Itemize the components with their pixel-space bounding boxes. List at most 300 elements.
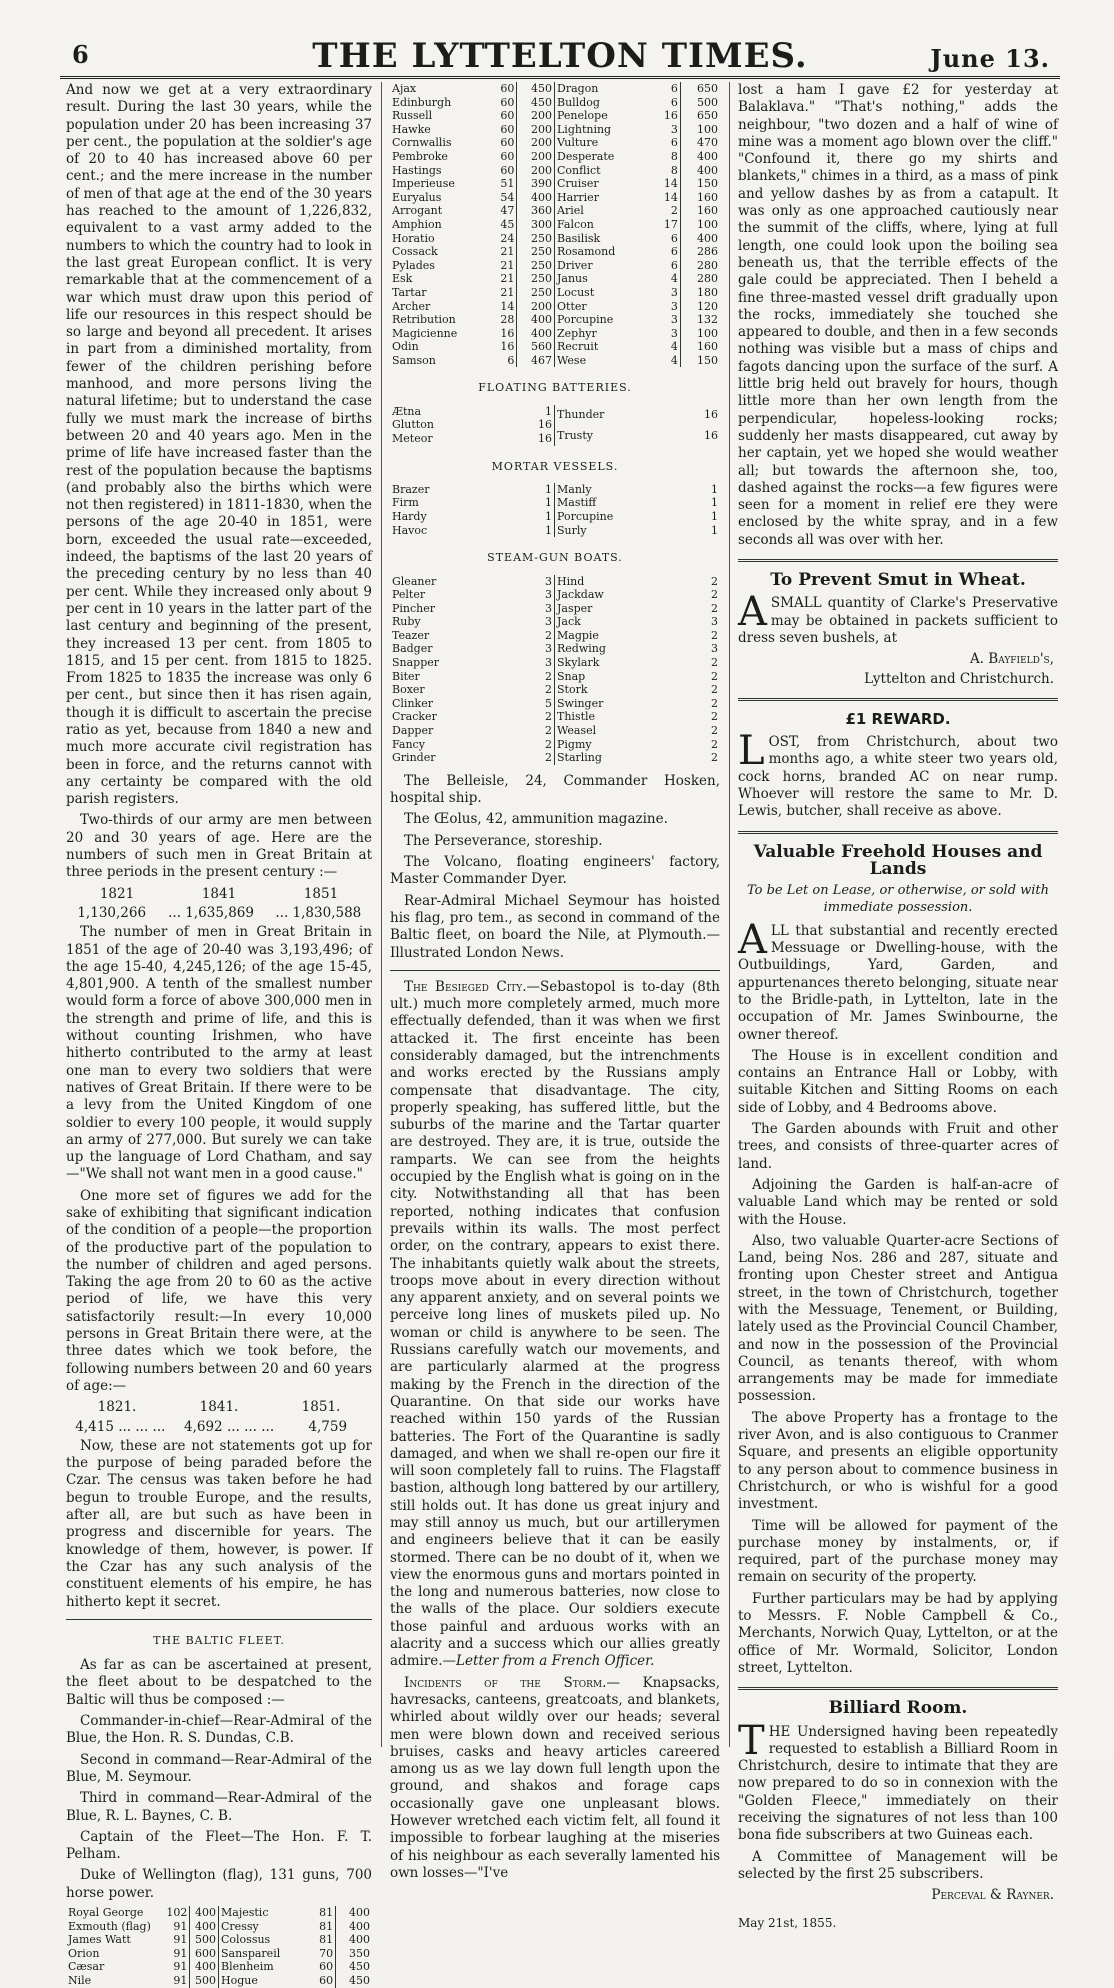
cell-number: 2 — [545, 751, 552, 765]
ad-text: Adjoining the Garden is half-an-acre of valuable Land which may be rented or sold with the House. — [738, 1176, 1058, 1228]
cell-number: 250 — [531, 272, 552, 286]
cell-name: Cressy — [221, 1919, 259, 1933]
cell-number: 650 — [697, 109, 718, 123]
cell-number: 150 — [697, 353, 718, 367]
figures-values — [66, 1419, 372, 1436]
figure-value: ... 1,635,869 — [168, 904, 254, 921]
cell-number: 16 — [538, 431, 552, 445]
article-paragraph: One more set of figures we add for the sake of exhibiting that significant indication of the condition of a people—the proportion of the productive part of the population to the number of children and aged persons. Taking the age from 20 to 60 as the active period of life, we have this very satisfactorily result:—In every 10,000 persons in Great Britain there were, at the three dates which we took before, the following numbers between 20 and 60 years of age:— — [66, 1187, 372, 1394]
extra-ship-line: The Perseverance, storeship. — [404, 832, 603, 849]
figure-value: 1,130,266 — [77, 904, 147, 921]
ship-row — [555, 300, 720, 314]
ad-subtitle: To be Let on Lease, or otherwise, or sold with immediate possession. — [746, 883, 1050, 916]
mortar-table-left — [390, 483, 555, 537]
gunboat-row — [555, 588, 720, 602]
section-heading: STEAM-GUN BOATS. — [487, 551, 623, 565]
gunboat-row — [555, 629, 720, 643]
cell-name: Pembroke — [392, 149, 448, 163]
column-2 — [390, 82, 721, 1881]
cell-number: 60 — [490, 136, 517, 150]
cell-number: 3 — [711, 642, 718, 656]
ship-row — [555, 272, 720, 286]
ad-text: The Garden abounds with Fruit and other trees, and consists of three-quarter acres of land. — [738, 1121, 1058, 1172]
cell-number: 60 — [309, 1974, 335, 1988]
cell-name: Jackdaw — [557, 588, 604, 602]
cell-number: 1 — [711, 482, 718, 496]
cell-number: 4 — [652, 272, 681, 286]
ship-row — [555, 123, 720, 137]
cell-name: Cracker — [392, 710, 437, 724]
figures-years — [66, 1399, 372, 1416]
cell-name: Hogue — [221, 1973, 258, 1987]
cell-number: 2 — [545, 724, 552, 738]
mortar-row — [390, 510, 555, 524]
cell-number: 500 — [697, 95, 718, 109]
cell-name: Russell — [392, 109, 433, 123]
cell-name: Manly — [557, 482, 592, 496]
cell-number: 100 — [697, 326, 718, 340]
cell-name: Orion — [68, 1946, 100, 1960]
cell-number: 3 — [652, 327, 681, 341]
cell-name: Samson — [392, 353, 436, 367]
ship-row — [390, 177, 555, 191]
cell-number: 470 — [697, 136, 718, 150]
article-paragraph — [390, 1675, 720, 1883]
ad-text: A Committee of Management will be selected by the first 25 subscribers. — [738, 1848, 1058, 1882]
cell-number: 60 — [490, 96, 517, 110]
cell-name: Thistle — [557, 710, 596, 724]
cell-name: Glutton — [392, 418, 434, 432]
cell-name: Dragon — [557, 82, 599, 95]
ship-row — [390, 340, 555, 354]
cell-name: Redwing — [557, 642, 606, 656]
cell-number: 51 — [490, 177, 517, 191]
figure-value: 4,415 ... ... ... — [75, 1418, 166, 1435]
cell-number: 28 — [490, 313, 517, 327]
cell-name: Dapper — [392, 724, 434, 738]
ship-row — [390, 109, 555, 123]
cell-number: 467 — [531, 353, 552, 367]
figure-value: ... 1,830,588 — [275, 904, 362, 921]
cell-number: 60 — [490, 164, 517, 178]
cell-name: Amphion — [392, 217, 442, 231]
paragraph-text: —Sebastopol is to-day (8th ult.) much more completely armed, much more effectually defended, than it was when we first attacked it. The first enceinte has been considerably damaged, but the intrenchments and works erected by the Russians amply compensate that disadvantage. The city, properly speaking, has suffered little, but the suburbs of the marine and the Tartar quarter are destroyed. They are, it is true, outside the ramparts. We can see from the heights occupied by the English what is going on in the city. Notwithstanding all that has been reported, nothing indicates that confusion prevails within its walls. The most perfect order, on the contrary, appears to exist there. The inhabitants quietly walk about the streets, troops move about in every direction without any apparent anxiety, and on several points we perceive long lines of muskets piled up. No woman or child is anywhere to be seen. The Russians carefully watch our movements, and are particularly alarmed at the progress making by the French in the direction of the Quarantine. On that side our works have reached within 150 yards of the Russian batteries. The Fort of the Quarantine is sadly damaged, and when we shall re-open our fire it will soon completely fall to ruins. The Flagstaff bastion, although long battered by our artillery, still holds out. It has done us great injury and may still annoy us much, but our artillerymen and engineers believe that it can be easily stormed. There can be no doubt of it, when we view the enormous guns and mortars pointed in the long and numerous batteries, now close to the walls of the place. Our soldiers execute those painful and arduous works with an alacrity and a success which our allies greatly admire. — [390, 978, 720, 1670]
ship-table-left — [66, 1906, 219, 1988]
ship-row — [390, 123, 555, 137]
figure-year: 1851 — [303, 885, 339, 902]
cell-name: Tartar — [392, 285, 427, 299]
cell-name: Surly — [557, 523, 587, 537]
cell-number: 6 — [652, 259, 681, 273]
cell-number: 91 — [162, 1933, 190, 1947]
cell-name: Clinker — [392, 696, 433, 710]
cell-number: 400 — [697, 231, 718, 245]
cell-name: Grinder — [392, 751, 436, 765]
article-paragraph: Now, these are not statements got up for the purpose of being paraded before the Czar. The census was taken before he had begun to trouble Europe, and the results, after all, are but such as have been in progress and discernible for years. The knowledge of them, however, is power. If the Czar has any such analysis of the constituent elements of his empire, he has hitherto kept it secret. — [66, 1437, 372, 1610]
gunboat-row — [390, 629, 555, 643]
cell-number: 16 — [652, 109, 681, 123]
cell-number: 400 — [697, 163, 718, 177]
mortar-row — [390, 496, 555, 510]
mortar-row — [390, 524, 555, 538]
cell-name: Cossack — [392, 245, 438, 259]
mortar-row — [555, 510, 720, 524]
column-3 — [738, 82, 1058, 1930]
cell-number: 81 — [309, 1906, 335, 1920]
ad-text: Time will be allowed for payment of the purchase money by instalments, or, if required, part of the purchase money may remain on security of the property. — [738, 1517, 1058, 1586]
cell-name: Bulldog — [557, 95, 600, 109]
cell-number: 2 — [711, 710, 718, 724]
ship-table-right — [555, 82, 720, 367]
figure-year: 1821. — [97, 1399, 137, 1416]
article-paragraph: Rear-Admiral Michael Seymour has hoisted his flag, pro tem., as second in command of the Baltic fleet, on board the Nile, at Plymouth.—Illustrated London News. — [390, 892, 720, 961]
cell-number: 3 — [652, 300, 681, 314]
section-heading: THE BALTIC FLEET. — [153, 1633, 285, 1647]
cell-name: James Watt — [68, 1933, 131, 1947]
cell-name: Colossus — [221, 1933, 271, 1947]
cell-name: Locust — [557, 285, 595, 299]
cell-number: 17 — [652, 218, 681, 232]
section-divider — [390, 970, 720, 971]
gunboat-row — [555, 697, 720, 711]
ship-row — [66, 1974, 219, 1988]
cell-name: Pylades — [392, 258, 435, 272]
cell-name: Magicienne — [392, 326, 458, 340]
ship-row — [555, 354, 720, 368]
cell-number: 102 — [162, 1906, 190, 1920]
extra-ship-line: The Volcano, floating engineers' factory, Master Commander Dyer. — [390, 854, 720, 888]
gunboat-row — [390, 710, 555, 724]
ship-row — [219, 1933, 372, 1947]
ship-row — [390, 232, 555, 246]
ad-text: Further particulars may be had by applying to Messrs. F. Noble Campbell & Co., Merchants, Norwich Quay, Lyttelton, or at the office of Mr. Wormald, Solicitor, London street, Lyttelton. — [738, 1590, 1058, 1676]
newspaper-title: THE LYTTELTON TIMES. — [312, 36, 808, 76]
cell-name: Hastings — [392, 163, 442, 177]
cell-number: 1 — [545, 482, 552, 496]
gunboat-row — [555, 724, 720, 738]
cell-number: 2 — [545, 737, 552, 751]
mortar-table — [390, 483, 720, 537]
cell-number: 180 — [697, 285, 718, 299]
ship-row — [555, 204, 720, 218]
floating-table-left — [390, 405, 555, 446]
ship-row — [555, 82, 720, 96]
cell-number: 400 — [531, 313, 552, 327]
cell-name: Otter — [557, 299, 587, 313]
cell-name: Biter — [392, 669, 420, 683]
gunboat-row — [390, 751, 555, 765]
cell-name: Desperate — [557, 149, 615, 163]
cell-number: 47 — [490, 204, 517, 218]
ad-text: The House is in excellent condition and contains an Entrance Hall or Lobby, with suitable Kitchen and Sitting Rooms on each side of Lobby, and 4 Bedrooms above. — [738, 1047, 1058, 1116]
cell-number: 2 — [652, 204, 681, 218]
ship-row — [555, 177, 720, 191]
cell-name: Ajax — [392, 82, 417, 95]
ship-table — [66, 1906, 372, 1988]
ad-text: Also, two valuable Quarter-acre Sections of Land, being Nos. 286 and 287, situate and fronting upon Chester street and Antigua street, in the town of Christchurch, together with the Messuage, Tenement, or Building, lately used as the Provincial Council Chamber, and now in the possession of the Provincial Council, as tenants thereof, with whom arrangements may be made for immediate possession. — [738, 1232, 1058, 1405]
section-divider — [738, 1687, 1058, 1690]
cell-number: 300 — [531, 217, 552, 231]
cell-name: Skylark — [557, 656, 600, 670]
ship-row — [390, 286, 555, 300]
cell-number: 81 — [309, 1920, 335, 1934]
gunboat-row — [555, 670, 720, 684]
figure-year: 1841. — [199, 1399, 239, 1416]
ad-text: The above Property has a frontage to the river Avon, and is also contiguous to Cranmer Square, and presents an eligible opportunity to any person about to commence business in Christchurch, or who is wishful for a good investment. — [738, 1409, 1058, 1513]
gunboat-row — [555, 602, 720, 616]
command-line: Captain of the Fleet—The Hon. F. T. Pelham. — [66, 1828, 372, 1863]
cell-number: 6 — [652, 82, 681, 96]
ship-row — [390, 313, 555, 327]
gunboat-row — [390, 656, 555, 670]
cell-number: 1 — [545, 510, 552, 524]
figure-value: 4,692 ... ... ... — [184, 1418, 275, 1435]
drop-cap: A — [738, 916, 767, 963]
figure-value: 4,759 — [308, 1418, 348, 1435]
cell-name: Esk — [392, 272, 413, 286]
cell-name: Magpie — [557, 628, 599, 642]
cell-number: 16 — [704, 428, 718, 442]
cell-name: Recruit — [557, 340, 599, 354]
cell-number: 450 — [531, 95, 552, 109]
cell-name: Firm — [392, 496, 419, 510]
cell-number: 400 — [531, 190, 552, 204]
gunboat-row — [390, 670, 555, 684]
gunboat-table — [390, 575, 720, 765]
gunboat-table-right — [555, 575, 720, 765]
cell-name: Arrogant — [392, 204, 443, 218]
cell-number: 1 — [711, 496, 718, 510]
gunboat-row — [555, 656, 720, 670]
cell-number: 60 — [490, 109, 517, 123]
section-heading: MORTAR VESSELS. — [491, 459, 619, 473]
ship-table — [390, 82, 720, 367]
cell-number: 16 — [704, 408, 718, 422]
ship-row — [390, 136, 555, 150]
figures-values — [66, 905, 372, 922]
cell-number: 250 — [531, 245, 552, 259]
cell-name: Exmouth (flag) — [68, 1919, 151, 1933]
drop-cap: T — [738, 1717, 765, 1764]
cell-number: 250 — [531, 231, 552, 245]
ad-text: THE Undersigned having been repeatedly requested to establish a Billiard Room in Christchurch, desire to intimate that they are now prepared to do so in connexion with the "Golden Fleece," immediately on their receiving the signatures of not less than 100 bona fide subscribers at two Guineas each. — [738, 1717, 1058, 1844]
ship-row — [219, 1906, 372, 1920]
cell-number: 450 — [349, 1960, 370, 1974]
command-line: Duke of Wellington (flag), 131 guns, 700 horse power. — [66, 1867, 372, 1901]
cell-number: 2 — [711, 683, 718, 697]
cell-number: 3 — [545, 574, 552, 588]
cell-number: 200 — [531, 136, 552, 150]
gunboat-row — [555, 683, 720, 697]
article-paragraph: As far as can be ascertained at present, the fleet about to be despatched to the Baltic will thus be composed :— — [66, 1657, 372, 1708]
cell-name: Rosamond — [557, 245, 616, 259]
cell-number: 1 — [545, 404, 552, 418]
cell-name: Majestic — [221, 1905, 269, 1919]
figures-years — [66, 886, 372, 903]
cell-number: 3 — [545, 656, 552, 670]
ship-row — [66, 1960, 219, 1974]
cell-name: Ætna — [392, 404, 422, 418]
cell-number: 5 — [545, 696, 552, 710]
gunboat-row — [555, 738, 720, 752]
cell-number: 2 — [711, 574, 718, 588]
cell-number: 2 — [711, 724, 718, 738]
battery-row — [390, 432, 555, 446]
command-line: Second in command—Rear-Admiral of the Blue, M. Seymour. — [66, 1751, 372, 1785]
cell-number: 8 — [652, 164, 681, 178]
cell-name: Cornwallis — [392, 136, 452, 150]
paragraph-source: —Letter from a French Officer. — [442, 1653, 655, 1670]
column-divider — [729, 82, 730, 1747]
mortar-row — [390, 483, 555, 497]
cell-name: Pigmy — [557, 737, 592, 751]
cell-number: 45 — [490, 218, 517, 232]
cell-number: 16 — [490, 340, 517, 354]
ship-row — [390, 204, 555, 218]
extra-ships-list — [390, 773, 720, 889]
figure-year: 1841 — [201, 885, 237, 902]
cell-name: Meteor — [392, 431, 433, 445]
ship-row — [66, 1947, 219, 1961]
ship-row — [555, 286, 720, 300]
cell-number: 1 — [711, 510, 718, 524]
cell-name: Pelter — [392, 588, 426, 602]
cell-number: 280 — [697, 272, 718, 286]
cell-number: 24 — [490, 232, 517, 246]
article-paragraph: lost a ham I gave £2 for yesterday at Balaklava." "That's nothing," adds the neighbour, "two dozen and a half of wine of mine was a moment ago blown over the cliff." "Confound it, there go my shirts and blankets," chimes in a third, as a mass of pink and yellow dashes by as from a catapult. It was only as one approached cautiously near the summit of the cliffs, where, lying at full length, one could look upon the boiling sea beneath us, that the terrible effects of the gale could be appreciated. Then I beheld a fine three-masted vessel drift gradually upon the rocks, immediately she touched she appeared to double, and then in a few seconds nothing was visible but a mass of chips and fagots dancing upon the surface of the surf. A little brig held out bravely for hours, though little more than her own length from the perpendicular, hopeless-looking rocks; suddenly her masts disappeared, cut away by her captain, yet we hoped she would weather all; but towards the afternoon she, too, dashed against the rocks—a few figures were seen for a moment in relief ere they were enclosed by the white spray, and in a few seconds all was over with her. — [738, 82, 1058, 548]
cell-number: 70 — [309, 1947, 335, 1961]
cell-number: 1 — [711, 523, 718, 537]
ship-row — [555, 150, 720, 164]
cell-name: Cruiser — [557, 177, 599, 191]
ship-row — [390, 164, 555, 178]
ship-row — [390, 245, 555, 259]
cell-name: Jasper — [557, 601, 593, 615]
cell-name: Ariel — [557, 204, 584, 218]
cell-name: Snapper — [392, 656, 440, 670]
ad-title: £1 REWARD. — [845, 709, 951, 728]
section-divider — [738, 559, 1058, 562]
cell-name: Janus — [557, 272, 588, 286]
cell-number: 91 — [162, 1920, 190, 1934]
cell-number: 120 — [697, 299, 718, 313]
cell-name: Edinburgh — [392, 95, 452, 109]
cell-number: 8 — [652, 150, 681, 164]
cell-number: 21 — [490, 272, 517, 286]
cell-number: 200 — [531, 299, 552, 313]
cell-number: 200 — [531, 163, 552, 177]
cell-name: Wese — [557, 353, 587, 367]
cell-name: Falcon — [557, 217, 594, 231]
cell-number: 3 — [652, 313, 681, 327]
gunboat-row — [390, 588, 555, 602]
cell-number: 100 — [697, 122, 718, 136]
cell-number: 650 — [697, 82, 718, 95]
cell-name: Mastiff — [557, 496, 597, 510]
cell-name: Porcupine — [557, 313, 614, 327]
article-paragraph: The number of men in Great Britain in 1851 of the age of 20-40 was 3,193,496; of the age 15-40, 4,245,126; of the age 15-45, 4,801,900. A tenth of the smallest number would form a force of above 300,000 men in the strength and prime of life, and this is without counting Irishmen, who have hitherto contributed to the army at least one man to every two soldiers that were natives of Great Britain. If there were to be a levy from the United Kingdom of one soldier to every 100 people, it would supply an army of 277,000. But surely we can take up the language of Lord Chatham, and say—"We shall not want men in a good cause." — [66, 924, 372, 1183]
cell-name: Hawke — [392, 122, 431, 136]
extra-ship-line: The Œolus, 42, ammunition magazine. — [404, 811, 668, 828]
battery-row — [555, 405, 720, 425]
battery-row — [390, 418, 555, 432]
cell-number: 280 — [697, 258, 718, 272]
gunboat-row — [555, 615, 720, 629]
cell-name: Sanspareil — [221, 1946, 281, 1960]
section-divider — [738, 698, 1058, 701]
gunboat-row — [390, 602, 555, 616]
cell-number: 21 — [490, 286, 517, 300]
cell-name: Snap — [557, 669, 586, 683]
drop-cap: A — [738, 589, 767, 636]
ship-row — [555, 340, 720, 354]
cell-number: 2 — [545, 669, 552, 683]
cell-number: 2 — [711, 588, 718, 602]
cell-name: Imperieuse — [392, 177, 455, 191]
cell-name: Hardy — [392, 510, 427, 524]
ship-table-left — [390, 82, 555, 367]
cell-name: Lightning — [557, 122, 612, 136]
gunboat-row — [555, 575, 720, 589]
gunboat-row — [390, 615, 555, 629]
ship-row — [66, 1920, 219, 1934]
cell-number: 54 — [490, 191, 517, 205]
ship-row — [219, 1920, 372, 1934]
drop-cap: L — [738, 728, 765, 775]
cell-number: 160 — [697, 190, 718, 204]
cell-name: Penelope — [557, 109, 608, 123]
cell-number: 60 — [490, 82, 517, 96]
gunboat-table-left — [390, 575, 555, 765]
ad-title: To Prevent Smut in Wheat. — [770, 570, 1026, 591]
cell-number: 4 — [652, 340, 681, 354]
cell-name: Driver — [557, 258, 593, 272]
cell-name: Jack — [557, 615, 581, 629]
cell-number: 14 — [490, 300, 517, 314]
gunboat-row — [390, 575, 555, 589]
cell-number: 100 — [697, 217, 718, 231]
gunboat-row — [390, 697, 555, 711]
cell-number: 150 — [697, 177, 718, 191]
cell-name: Badger — [392, 642, 433, 656]
cell-name: Royal George — [68, 1905, 144, 1919]
cell-number: 400 — [697, 149, 718, 163]
cell-name: Retribution — [392, 313, 456, 327]
cell-name: Weasel — [557, 724, 597, 738]
cell-number: 450 — [531, 82, 552, 95]
mortar-table-right — [555, 483, 720, 537]
ship-row — [390, 82, 555, 96]
cell-number: 3 — [545, 615, 552, 629]
cell-name: Pincher — [392, 601, 436, 615]
cell-number: 250 — [531, 285, 552, 299]
cell-number: 400 — [349, 1905, 370, 1919]
cell-name: Fancy — [392, 737, 425, 751]
cell-name: Thunder — [557, 408, 605, 422]
gunboat-row — [555, 642, 720, 656]
cell-name: Zephyr — [557, 326, 597, 340]
cell-name: Euryalus — [392, 190, 442, 204]
ship-row — [390, 259, 555, 273]
cell-number: 160 — [697, 204, 718, 218]
cell-number: 390 — [531, 177, 552, 191]
ship-table-right — [219, 1906, 372, 1988]
cell-name: Ruby — [392, 615, 421, 629]
ship-row — [555, 327, 720, 341]
extra-ship-line: The Belleisle, 24, Commander Hosken, hospital ship. — [390, 772, 720, 807]
cell-name: Harrier — [557, 190, 599, 204]
issue-date: June 13. — [930, 44, 1050, 73]
